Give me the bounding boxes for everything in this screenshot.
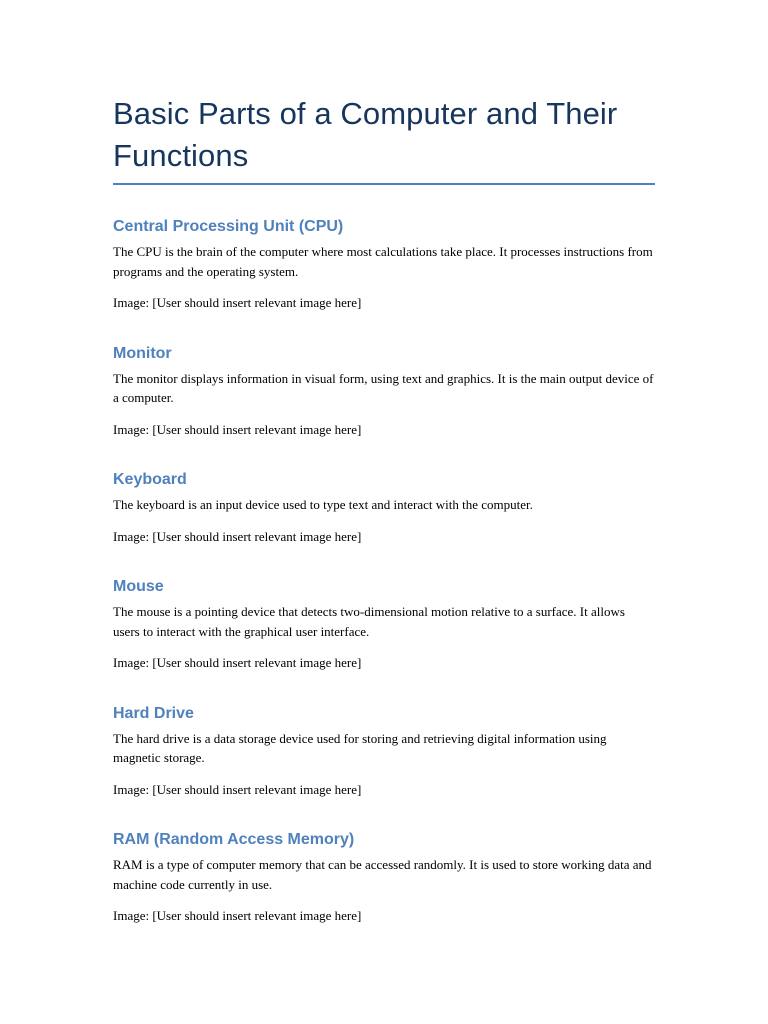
image-placeholder-note: Image: [User should insert relevant image here] [113, 908, 362, 923]
section-heading: Central Processing Unit (CPU) [113, 218, 344, 235]
section-heading: RAM (Random Access Memory) [113, 831, 355, 848]
image-placeholder-note: Image: [User should insert relevant image here] [113, 655, 362, 670]
image-placeholder-note: Image: [User should insert relevant image here] [113, 528, 362, 544]
section-hard-drive [113, 703, 654, 800]
image-placeholder-note: Image: [User should insert relevant image here] [113, 781, 362, 797]
section-keyboard [113, 469, 654, 546]
image-placeholder-note: Image: [User should insert relevant image here] [113, 421, 362, 437]
section-description: The hard drive is a data storage device used for storing and retrieving digital information using magnetic storage. [113, 730, 607, 765]
title-divider [113, 183, 655, 185]
section-description: The CPU is the brain of the computer where most calculations take place. It processes instructions from programs and the operating system. [113, 244, 653, 279]
section-heading: Keyboard [113, 471, 187, 488]
section-description: The mouse is a pointing device that detects two-dimensional motion relative to a surface. It allows users to interact with the graphical user interface. [113, 604, 625, 639]
section-cpu [113, 216, 654, 313]
section-monitor [113, 343, 654, 440]
section-heading: Mouse [113, 578, 164, 595]
section-heading: Hard Drive [113, 704, 194, 722]
section-description: The keyboard is an input device used to type text and interact with the computer. [113, 497, 533, 512]
sections-container [113, 216, 654, 926]
image-placeholder-note: Image: [User should insert relevant image here] [113, 295, 362, 310]
section-mouse [113, 576, 654, 673]
section-ram [113, 829, 654, 926]
section-heading: Monitor [113, 344, 172, 362]
section-description: RAM is a type of computer memory that can be accessed randomly. It is used to store working data and machine code currently in use. [113, 857, 652, 892]
section-description: The monitor displays information in visual form, using text and graphics. It is the main output device of a computer. [113, 370, 654, 405]
document-title: Basic Parts of a Computer and Their Functions [113, 96, 618, 173]
